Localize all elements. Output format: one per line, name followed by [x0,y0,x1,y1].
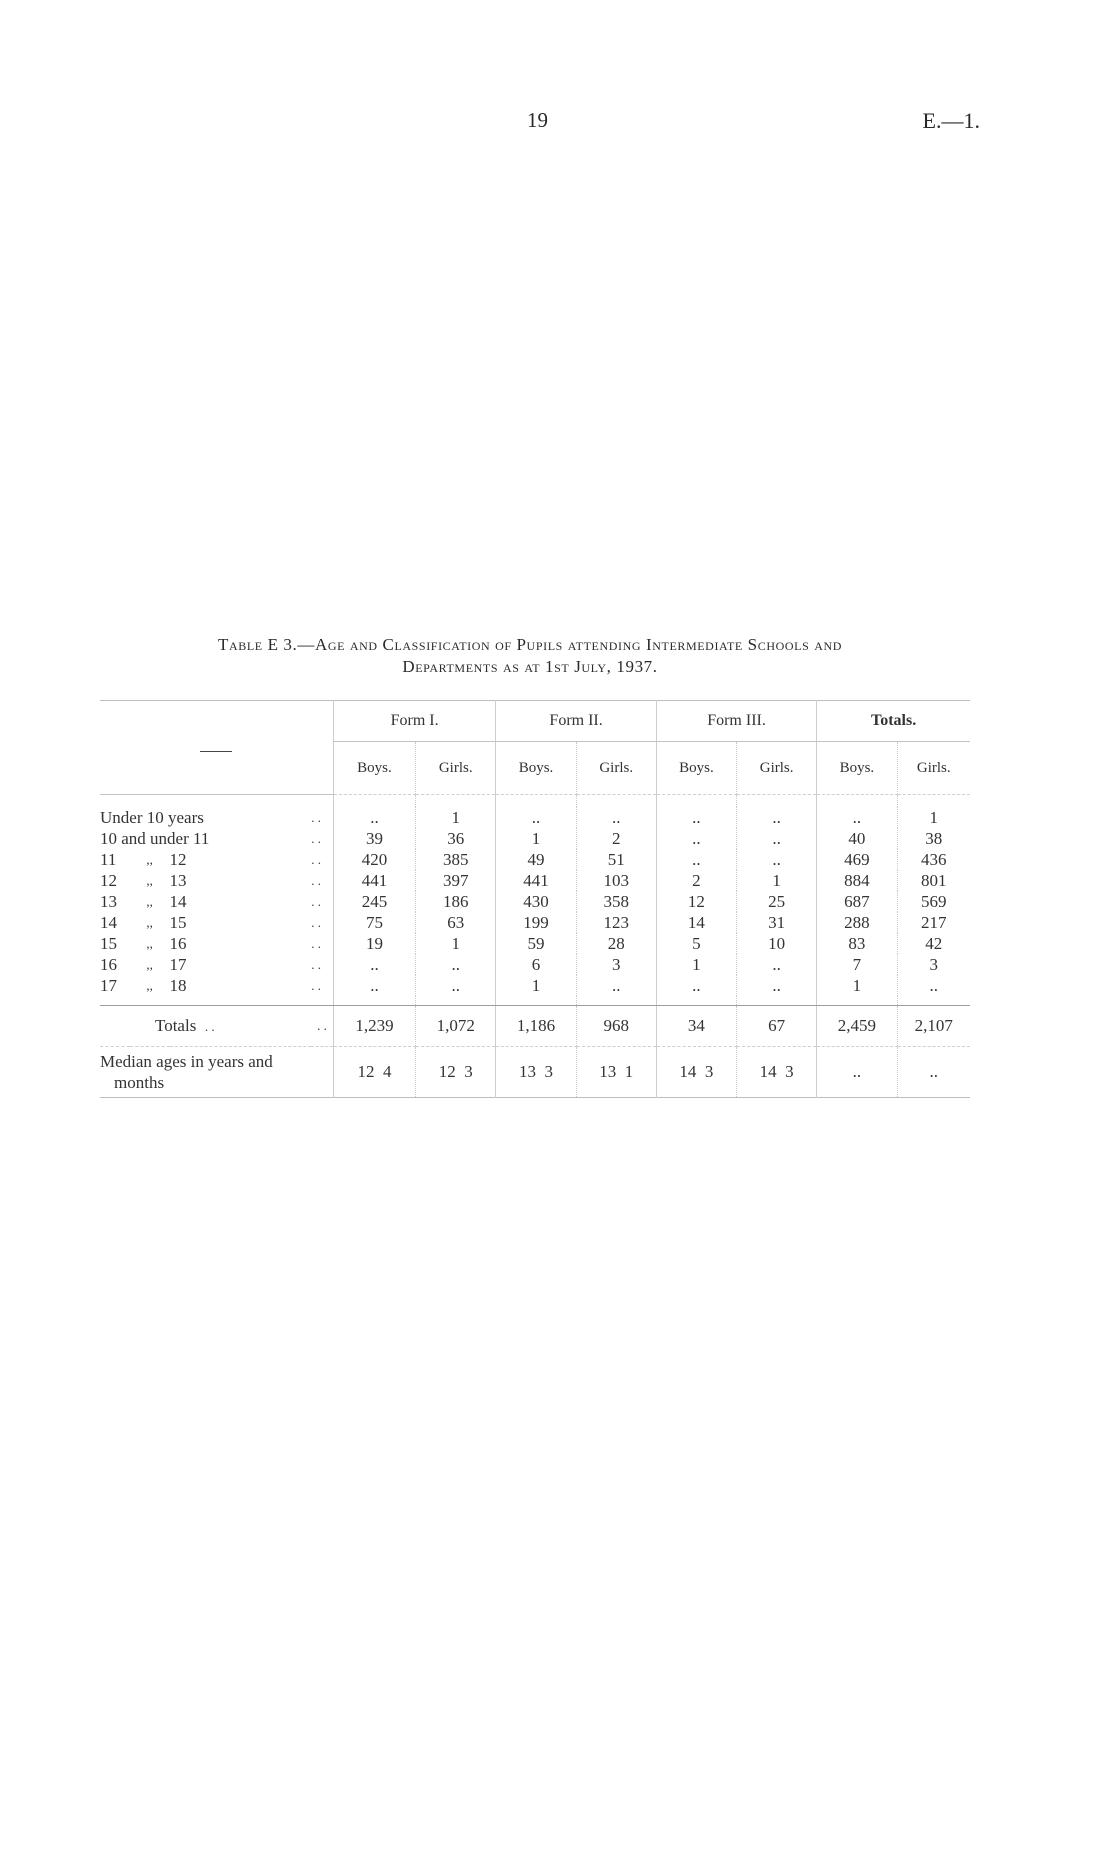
form-i-girls: 63 [416,912,496,933]
form-ii-girls-header: Girls. [576,742,656,795]
table-row [100,954,970,975]
form-iii-boys: .. [656,849,736,870]
table-row [100,807,970,828]
totals-boys: 1 [817,975,897,996]
age-to: 15 [169,913,187,932]
row-label: 10 and under 11 [100,829,210,848]
form-ii-boys-median: 13 3 [496,1047,576,1098]
ditto-mark: ,, [146,873,153,888]
form-ii-girls: 2 [576,828,656,849]
age-from: 16 [100,955,117,974]
form-iii-boys: 14 [656,912,736,933]
form-iii-girls-median: 14 3 [737,1047,817,1098]
leader-dots: . . [311,873,321,888]
form-ii-girls: 3 [576,954,656,975]
form-i-boys: 39 [333,828,415,849]
totals-girls: 42 [897,933,970,954]
totals-boys: 40 [817,828,897,849]
form-header-row [100,701,970,742]
age-from: 13 [100,892,117,911]
age-from: 17 [100,976,117,995]
form-iii-boys-median: 14 3 [656,1047,736,1098]
totals-boys-median: .. [817,1047,897,1098]
totals-boys: .. [817,807,897,828]
form-i-girls: 1 [416,807,496,828]
form-ii-girls-median: 13 1 [576,1047,656,1098]
totals-girls: 38 [897,828,970,849]
form-i-girls: 36 [416,828,496,849]
form-ii-girls: 358 [576,891,656,912]
form-ii-girls: 123 [576,912,656,933]
form-i-boys: .. [333,807,415,828]
leader-dots: . . [311,978,321,993]
form-iii-boys: 2 [656,870,736,891]
totals-girls: .. [897,975,970,996]
form-ii-boys: .. [496,807,576,828]
table-row [100,849,970,870]
totals-girls-median: .. [897,1047,970,1098]
stub-dash [200,751,232,752]
age-from: 11 [100,850,117,869]
table-row [100,912,970,933]
age-to: 17 [169,955,187,974]
age-to: 13 [169,871,187,890]
form-ii-boys: 6 [496,954,576,975]
table-row [100,933,970,954]
totals-girls-header: Girls. [897,742,970,795]
age-from: 12 [100,871,117,890]
ditto-mark: ,, [146,915,153,930]
table-row [100,828,970,849]
age-classification-table [100,700,970,1098]
form-i-girls: .. [416,975,496,996]
form-i-girls-header: Girls. [416,742,496,795]
form-iii-boys: .. [656,828,736,849]
form-iii-boys: 12 [656,891,736,912]
totals-label: Totals . . [100,1006,311,1047]
form-ii-girls: .. [576,975,656,996]
form-i-boys: 441 [333,870,415,891]
form-ii-boys: 1 [496,975,576,996]
age-from: 15 [100,934,117,953]
form-iii-girls-header: Girls. [737,742,817,795]
totals-boys: 469 [817,849,897,870]
form-i-boys: 245 [333,891,415,912]
totals-row [100,1006,970,1047]
form-iii-header: Form III. [656,701,816,742]
leader-dots: . . [311,1006,333,1047]
form-ii-girls: 28 [576,933,656,954]
totals-boys: 288 [817,912,897,933]
leader-dots: . . [311,894,321,909]
ditto-mark: ,, [146,936,153,951]
form-iii-girls: 31 [737,912,817,933]
form-i-boys-median: 12 4 [333,1047,415,1098]
form-iii-girls: 1 [737,870,817,891]
form-i-header: Form I. [333,701,496,742]
form-iii-girls: 10 [737,933,817,954]
form-i-boys: 75 [333,912,415,933]
form-iii-girls-total: 67 [737,1006,817,1047]
form-iii-girls: .. [737,975,817,996]
form-iii-boys-total: 34 [656,1006,736,1047]
form-iii-girls: .. [737,954,817,975]
row-label: Under 10 years [100,808,204,827]
form-i-girls: 1 [416,933,496,954]
totals-girls: 217 [897,912,970,933]
totals-boys: 83 [817,933,897,954]
form-iii-girls: .. [737,849,817,870]
totals-boys: 884 [817,870,897,891]
stub-header [100,701,333,795]
form-ii-boys: 430 [496,891,576,912]
form-i-girls: 186 [416,891,496,912]
form-iii-boys: .. [656,807,736,828]
caption-line-2: Departments as at 1st July, 1937. [402,657,658,676]
form-iii-girls: .. [737,828,817,849]
form-i-girls-median: 12 3 [416,1047,496,1098]
totals-girls: 801 [897,870,970,891]
form-ii-girls: 103 [576,870,656,891]
form-iii-girls: 25 [737,891,817,912]
page-number: 19 [527,108,548,132]
totals-girls: 436 [897,849,970,870]
leader-dots: . . [311,852,321,867]
ditto-mark: ,, [146,957,153,972]
totals-boys-total: 2,459 [817,1006,897,1047]
form-i-boys: 19 [333,933,415,954]
median-row [100,1047,970,1098]
caption-line-1: Table E 3.—Age and Classification of Pupils attending Intermediate Schools and [218,635,842,654]
totals-girls: 569 [897,891,970,912]
form-i-boys-header: Boys. [333,742,415,795]
form-i-boys: .. [333,954,415,975]
form-i-girls-total: 1,072 [416,1006,496,1047]
age-to: 18 [169,976,187,995]
table-caption [100,634,960,678]
page-reference: E.—1. [922,108,980,133]
ditto-mark: ,, [146,852,153,867]
leader-dots: . . [311,831,321,846]
form-i-boys: 420 [333,849,415,870]
age-from: 14 [100,913,117,932]
totals-boys-header: Boys. [817,742,897,795]
totals-boys: 7 [817,954,897,975]
table-row [100,891,970,912]
form-i-girls: 397 [416,870,496,891]
ditto-mark: ,, [146,978,153,993]
form-i-boys: .. [333,975,415,996]
age-to: 16 [169,934,187,953]
form-ii-boys: 1 [496,828,576,849]
form-iii-girls: .. [737,807,817,828]
age-to: 12 [169,850,187,869]
leader-dots: . . [311,957,321,972]
leader-dots: . . [311,936,321,951]
form-ii-girls: .. [576,807,656,828]
form-ii-header: Form II. [496,701,656,742]
totals-boys: 687 [817,891,897,912]
leader-dots: . . [311,915,321,930]
totals-girls-total: 2,107 [897,1006,970,1047]
form-ii-boys: 441 [496,870,576,891]
form-i-boys-total: 1,239 [333,1006,415,1047]
form-ii-boys: 199 [496,912,576,933]
table-row [100,975,970,996]
form-ii-boys-total: 1,186 [496,1006,576,1047]
form-ii-girls-total: 968 [576,1006,656,1047]
totals-header: Totals. [817,701,970,742]
median-label: Median ages in years and months [100,1052,273,1092]
age-to: 14 [169,892,187,911]
form-iii-boys-header: Boys. [656,742,736,795]
form-iii-boys: .. [656,975,736,996]
form-ii-boys: 59 [496,933,576,954]
ditto-mark: ,, [146,894,153,909]
totals-girls: 1 [897,807,970,828]
table-row [100,870,970,891]
form-i-girls: .. [416,954,496,975]
form-iii-boys: 5 [656,933,736,954]
totals-girls: 3 [897,954,970,975]
form-ii-boys: 49 [496,849,576,870]
form-ii-girls: 51 [576,849,656,870]
form-ii-boys-header: Boys. [496,742,576,795]
leader-dots: . . [311,810,321,825]
form-iii-boys: 1 [656,954,736,975]
form-i-girls: 385 [416,849,496,870]
